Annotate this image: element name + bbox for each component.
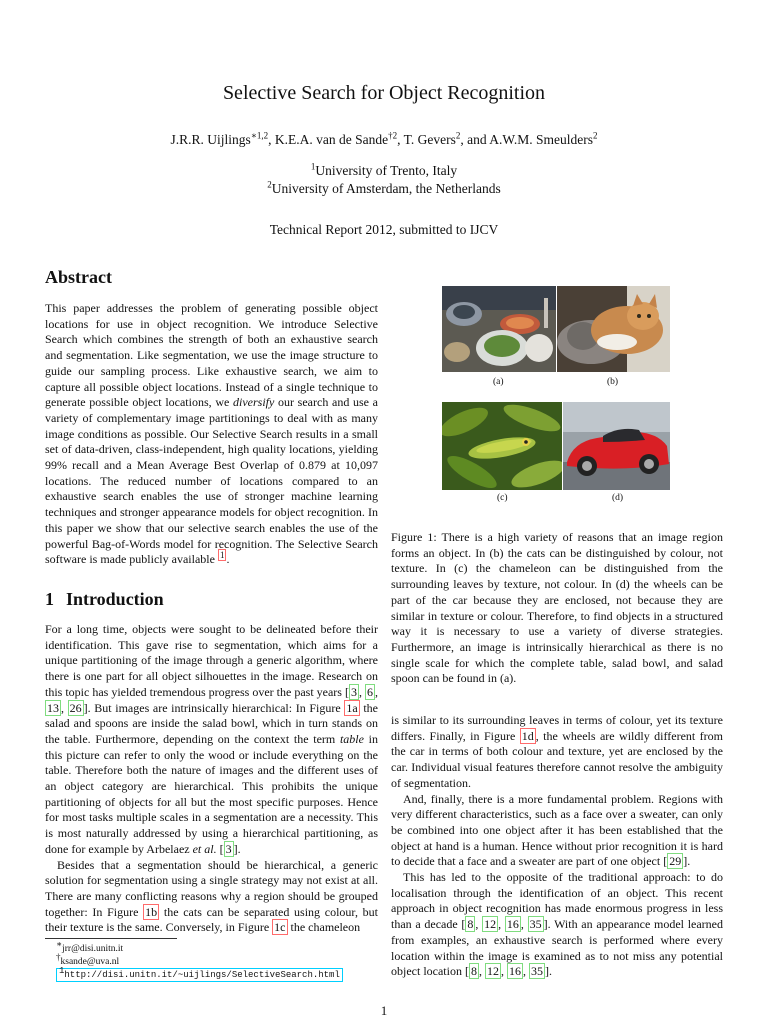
figure-image-d — [563, 402, 670, 490]
footnote-1-mark: ∗ — [56, 938, 63, 949]
citation-link[interactable]: 12 — [486, 964, 499, 979]
right-paragraph-3: This has led to the opposite of the traditional approach: to do localisation through the identification of an object. This recent approach in object recognition has made enormous progress in less than a decade [ 8 , 12 , 16 , 35 ]. With an appearance model learned from examples, an exhaustive search is performed where every location within the image is examined as to not miss any potential object location [ 8 , 12 , 16 , 35 ]. — [391, 870, 724, 979]
abstract-end: . — [226, 552, 230, 567]
footnote-2-mark: † — [56, 951, 61, 962]
right-column-body — [391, 713, 723, 980]
body-text: is similar to its surrounding leaves in terms of colour, yet its texture differs. Finally, in Figure — [391, 713, 723, 743]
figure-sublabel-a: (a) — [493, 377, 504, 387]
abstract-emph: diversify — [233, 395, 275, 410]
figure-link[interactable]: 1c — [274, 920, 286, 935]
right-paragraph-2: And, finally, there is a more fundamental problem. Regions with very different characteristics, such as a face over a sweater, can only be combined into one object after it has been established that the object at hand is a human. Hence without prior recognition it is hard to decide that a face and a sweater are part of one object [ 29 ]. — [391, 791, 723, 869]
citation-link[interactable]: 8 — [467, 917, 474, 932]
intro-paragraph-1: For a long time, objects were sought to be delineated before their identification. This gave rise to segmentation, which aims for a unique partitioning of the image through a generic algorithm, where there is one part for all object silhouettes in the image. Research on this topic has yielded tremendous progress over the past years [ 3 , 6 , 13 , 26 ]. But images are intrinsically hierarchical: In Figure 1a the salad and spoons are inside the salad bowl, which in turn stands on the table. Furthermore, depending on the context the term table in this picture can refer to only the wood or include everything on the table. Therefore both the nature of images and the different uses of an object category are hierarchical. This prohibits the unique partitioning of objects for all but the most specific purposes. Hence for most tasks multiple scales in a segmentation are a necessity. This is most naturally addressed by using a hierarchical partitioning, as done for example by Arbelaez et al. [ 3 ]. — [45, 622, 378, 856]
author-list — [0, 132, 768, 148]
affiliation-1-text: University of Trento, Italy — [315, 163, 458, 178]
author-4: , and A.W.M. Smeulders — [460, 132, 593, 147]
citation-link[interactable]: 13 — [47, 700, 59, 715]
figure-link[interactable]: 1a — [346, 700, 358, 715]
figure-link[interactable]: 1b — [145, 904, 158, 919]
intro-text: the cats can be separated using colour, but their texture is the same. Conversely, in Figure — [45, 904, 378, 935]
paper-title: Selective Search for Object Recognition — [222, 82, 546, 104]
intro-body — [45, 622, 378, 936]
intro-emph: et al. — [192, 841, 217, 856]
author-2-affil: †2 — [388, 130, 398, 141]
abstract-body — [45, 301, 378, 568]
citation-link[interactable]: 35 — [530, 964, 543, 979]
affiliation-2-text: University of Amsterdam, the Netherlands — [271, 181, 501, 196]
footnote-3-text: http://disi.unitn.it/~uijlings/SelectiveSearch.html — [64, 970, 340, 980]
intro-text: Besides that a segmentation should be hierarchical, a generic solution for segmentation using a single strategy may not exist at all. There are many conflicting reasons why a region should be grouped together: In Figure — [45, 857, 378, 919]
body-text: This has led to the opposite of the traditional approach: to do localisation through the identification of an object. This recent approach in object recognition has made enormous progress in less than a decade — [391, 870, 723, 932]
footnote-1 — [56, 938, 124, 955]
body-text: , the wheels are wildly different from the car in terms of both colour and texture, yet are enclosed by the car. Individual visual features therefore cannot resolve the ambiguity of segmentation. — [391, 728, 723, 790]
citation-link[interactable]: 35 — [529, 917, 542, 932]
affiliation-2-mark: 2 — [267, 179, 272, 190]
affiliation-1 — [0, 162, 768, 180]
abstract-heading: Abstract — [45, 267, 112, 287]
author-2: , K.E.A. van de Sande — [268, 132, 389, 147]
footnote-rule — [45, 938, 177, 939]
affiliation-2 — [0, 180, 768, 198]
author-1: J.R.R. Uijlings — [170, 132, 251, 147]
citation-link[interactable]: 3 — [225, 841, 232, 856]
footnote-1-text: jrr@disi.unitn.it — [62, 944, 124, 954]
author-1-affil: ∗1,2 — [250, 130, 269, 141]
author-3: , T. Gevers — [397, 132, 456, 147]
figure-image-b — [557, 286, 670, 372]
figure-link[interactable]: 1d — [521, 728, 534, 743]
body-text: . — [687, 854, 691, 869]
body-text: . — [548, 964, 552, 979]
figure-caption-text: Figure 1: There is a high variety of reasons that an image region forms an object. In (b) the cats can be distinguished by colour, not texture. In (c) the chameleon can be distinguished from the surrounding leaves by texture, not colour. In (d) the wheels can be part of the car because they are enclosed, not because they are similar in texture or colour. Therefore, to find objects in a structured way it is necessary to use a variety of diverse strategies. Furthermore, an image is intrinsically hierarchical as there is no single scale for which the complete table, salad bowl, and salad spoon can be found in (a). — [391, 530, 723, 686]
body-text: And, finally, there is a more fundamental problem. Regions with very different characteristics, such as a face over a sweater, can only be combined into one object after it has been established that the object at hand is a human. Hence without prior recognition it is hard to decide that a face and a sweater are part of one object — [391, 791, 723, 869]
intro-paragraph-2 — [45, 858, 378, 937]
footnote-3-mark: 1 — [59, 966, 65, 976]
abstract-text-b: our search and use a variety of complementary image partitionings to deal with as many image conditions as possible. Our Selective Search results in a small set of data-driven, class-independent, high quality locations, yielding 99% recall and a Mean Average Best Overlap of 0.879 at 10,097 locations. The reduced number of locations compared to an exhaustive search enables the use of stronger machine learning techniques and stronger appearance models for object recognition. In this paper we show that our selective search enables the use of the powerful Bag-of-Words model for recognition. The Selective Search software is made publicly available — [45, 395, 379, 567]
intro-text: For a long time, objects were sought to be delineated before their identification. This gave rise to segmentation, which aims for a unique partitioning of the image through a generic algorithm, where there is one part for all object silhouettes in the image. Research on this topic has yielded tremendous progress over the past years — [45, 622, 378, 699]
affiliation-1-mark: 1 — [310, 161, 316, 172]
citation-link[interactable]: 12 — [484, 917, 497, 932]
footnote-2-text: ksande@uva.nl — [60, 957, 120, 967]
figure-sublabel-b: (b) — [607, 377, 619, 387]
citation-link[interactable]: 16 — [506, 917, 519, 932]
author-4-affil: 2 — [593, 130, 598, 141]
figure-image-a — [442, 286, 556, 372]
section-number: 1 — [45, 589, 54, 609]
abstract-text-a: This paper addresses the problem of generating possible object locations for use in object recognition. We introduce Selective Search which combines the strength of both an exhaustive search and segmentation. Like segmentation, we use the image structure to guide our sampling process. Like exhaustive search, we aim to capture all possible object locations. Instead of a single technique to generate possible object locations, we — [45, 301, 378, 410]
figure-sublabel-d: (d) — [612, 493, 624, 503]
citation-link[interactable]: 3 — [350, 684, 357, 699]
citation-link[interactable]: 8 — [470, 964, 477, 979]
affiliations — [0, 162, 768, 198]
intro-heading — [45, 589, 164, 610]
intro-emph: table — [339, 731, 364, 746]
footnote-link-1[interactable]: 1 — [219, 550, 225, 561]
citation-link[interactable]: 16 — [508, 964, 521, 979]
intro-text: . But images are intrinsically hierarchical: In Figure — [87, 700, 345, 715]
figure-sublabel-c: (c) — [497, 493, 508, 503]
footnote-3-url-link[interactable] — [56, 968, 343, 982]
page-number: 1 — [380, 1003, 388, 1018]
right-paragraph-1 — [391, 713, 723, 792]
report-note: Technical Report 2012, submitted to IJCV — [269, 222, 499, 237]
citation-link[interactable]: 26 — [69, 700, 82, 715]
section-title: Introduction — [66, 589, 164, 609]
figure-image-c — [442, 402, 562, 490]
intro-text: the chameleon — [287, 920, 361, 935]
citation-link[interactable]: 6 — [367, 684, 373, 699]
body-text: . With an appearance model learned from examples, an exhaustive search is performed where every location within the image is examined as to not miss any potential object location — [391, 917, 724, 979]
citation-link[interactable]: 29 — [669, 854, 682, 869]
intro-text: . — [237, 841, 241, 856]
author-3-affil: 2 — [455, 130, 461, 141]
footnote-2 — [56, 951, 120, 968]
intro-text: in this picture can refer to only the wood or include everything on the table. Therefore both the nature of images and the different uses of an object category are hierarchical. This prohibits the unique partitioning of objects for all but the most specific purposes. Hence for most tasks multiple scales in a segmentation are a necessity. This is most naturally addressed by using a hierarchical partitioning, as done for example by Arbelaez — [45, 731, 378, 856]
intro-text: the salad and spoons are inside the salad bowl, which in turn stands on the table. Furthermore, depending on the context the term — [45, 700, 378, 746]
figure-caption — [391, 530, 723, 687]
